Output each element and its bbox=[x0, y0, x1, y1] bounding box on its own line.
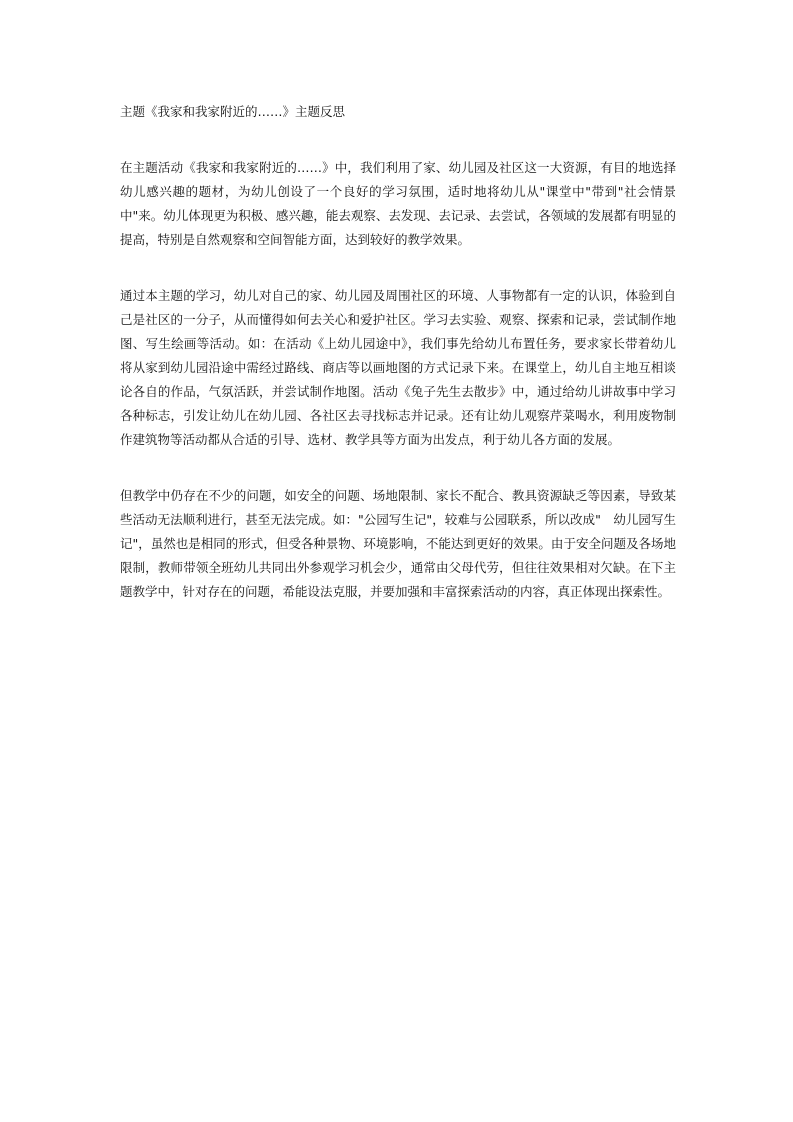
document-body bbox=[120, 100, 676, 604]
spacer bbox=[120, 452, 676, 484]
paragraph-2: 通过本主题的学习，幼儿对自己的家、幼儿园及周围社区的环境、人事物都有一定的认识，体验到自己是社区的一分子，从而懂得如何去关心和爱护社区。学习去实验、观察、探索和记录，尝试制作地图、写生绘画等活动。如：在活动《上幼儿园途中》，我们事先给幼儿布置任务，要求家长带着幼儿将从家到幼儿园沿途中需经过路线、商店等以画地图的方式记录下来。在课堂上，幼儿自主地互相谈论各自的作品，气氛活跃，并尝试制作地图。活动《兔子先生去散步》中，通过给幼儿讲故事中学习各种标志，引发让幼儿在幼儿园、各社区去寻找标志并记录。还有让幼儿观察芹菜喝水，利用废物制作建筑物等活动都从合适的引导、选材、教学具等方面为出发点，利于幼儿各方面的发展。 bbox=[120, 288, 676, 447]
spacer bbox=[120, 252, 676, 284]
paragraph-3: 但教学中仍存在不少的问题，如安全的问题、场地限制、家长不配合、教具资源缺乏等因素，导致某些活动无法顺利进行，甚至无法完成。如："公园写生记"，较难与公园联系，所以改成" 幼儿园写生记"，虽然也是相同的形式，但受各种景物、环境影响，不能达到更好的效果。由于安全问题及各场地限制，教师带领全班幼儿共同出外参观学习机会少，通常由父母代劳，但往往效果相对欠缺。在下主题教学中，针对存在的问题，希能设法克服，并要加强和丰富探索活动的内容，真正体现出探索性。 bbox=[120, 488, 676, 599]
document-title: 主题《我家和我家附近的……》主题反思 bbox=[120, 104, 346, 119]
spacer bbox=[120, 124, 676, 156]
paragraph-1: 在主题活动《我家和我家附近的……》中，我们利用了家、幼儿园及社区这一大资源，有目的地选择幼儿感兴趣的题材，为幼儿创设了一个良好的学习氛围，适时地将幼儿从"课堂中"带到"社会情景中"来。幼儿体现更为积极、感兴趣，能去观察、去发现、去记录、去尝试，各领域的发展都有明显的提高，特别是自然观察和空间智能方面，达到较好的教学效果。 bbox=[120, 160, 676, 247]
